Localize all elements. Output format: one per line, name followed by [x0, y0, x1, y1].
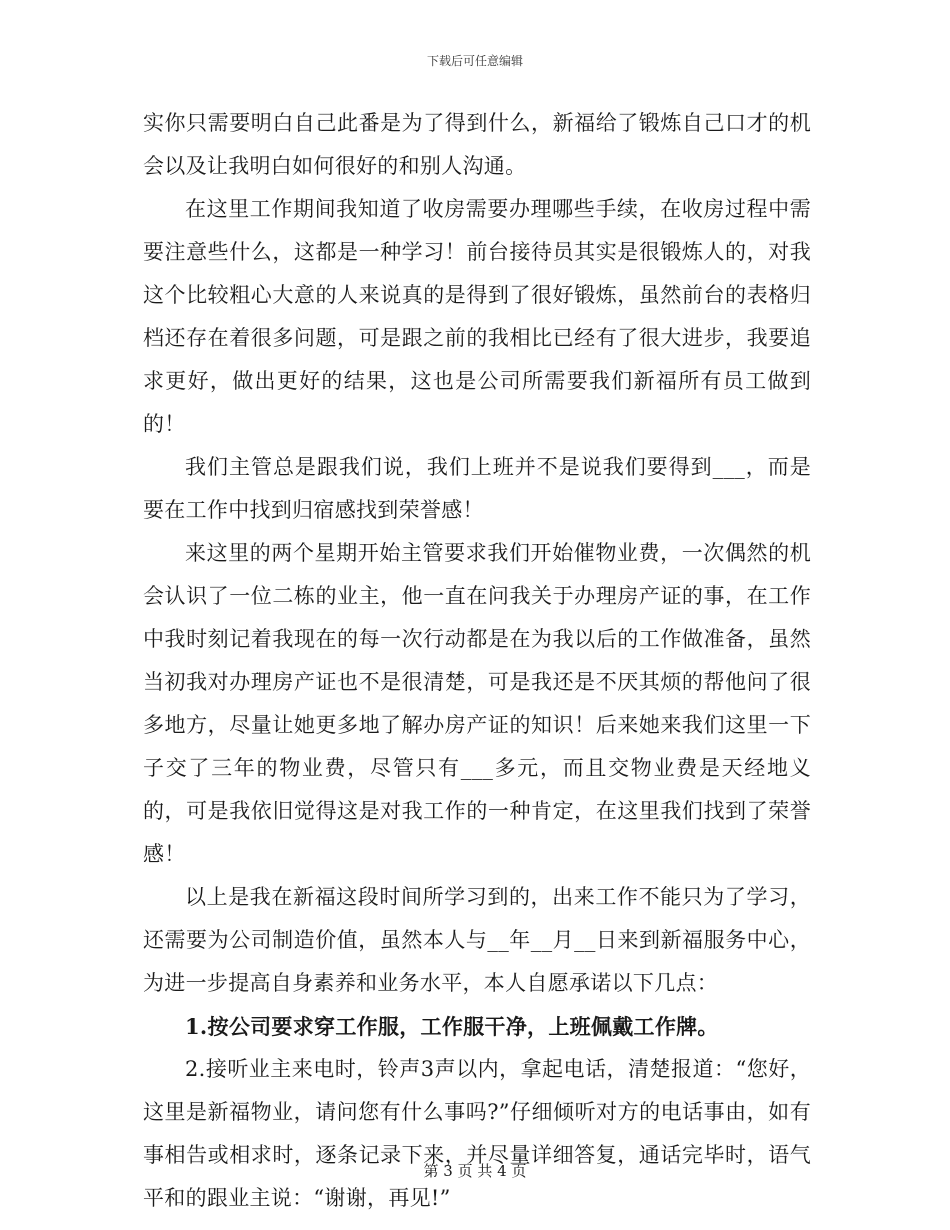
paragraph-property-fee: 来这里的两个星期开始主管要求我们开始催物业费，一次偶然的机会认识了一位二栋的业主，他一直在问我关于办理房产证的事，在工作中我时刻记着我现在的每一次行动都是在为我以后的工作做准备，虽然当初我对办理房产证也不是很清楚，可是我还是不厌其烦的帮他问了很多地方，尽量让她更多地了解办房产证的知识！后来她来我们这里一下子交了三年的物业费，尽管只有___多元，而且交物业费是天经地义的，可是我依旧觉得这是对我工作的一种肯定，在这里我们找到了荣誉感！	[143, 541, 811, 866]
page-number-footer: 第 3 页 共 4 页	[423, 1162, 527, 1180]
commitment-item-2: 2.接听业主来电时，铃声3声以内，拿起电话，清楚报道：“您好，这里是新福物业，请问您有什么事吗?”仔细倾听对方的电话事由，如有事相告或相求时，逐条记录下来，并尽量详细答复，通话完毕时，语气平和的跟业主说：“谢谢，再见!”	[143, 1057, 811, 1210]
paragraph-supervisor-advice: 我们主管总是跟我们说，我们上班并不是说我们要得到___，而是要在工作中找到归宿感找到荣誉感！	[143, 455, 811, 522]
paragraph-continuation: 实你只需要明白自己此番是为了得到什么，新福给了锻炼自己口才的机会以及让我明白如何很好的和别人沟通。	[143, 111, 811, 178]
commitment-item-1: 1.按公司要求穿工作服，工作服干净，上班佩戴工作牌。	[185, 1014, 719, 1039]
document-body	[143, 102, 811, 1220]
paragraph-summary-commitment: 以上是我在新福这段时间所学习到的，出来工作不能只为了学习，还需要为公司制造价值，虽然本人与__年__月__日来到新福服务中心，为进一步提高自身素养和业务水平，本人自愿承诺以下几点：	[143, 885, 811, 995]
paragraph-work-learning: 在这里工作期间我知道了收房需要办理哪些手续，在收房过程中需要注意些什么，这都是一种学习！前台接待员其实是很锻炼人的，对我这个比较粗心大意的人来说真的是得到了很好锻炼，虽然前台的表格归档还存在着很多问题，可是跟之前的我相比已经有了很大进步，我要追求更好，做出更好的结果，这也是公司所需要我们新福所有员工做到的！	[143, 197, 811, 436]
page-header: 下载后可任意编辑	[426, 54, 523, 68]
